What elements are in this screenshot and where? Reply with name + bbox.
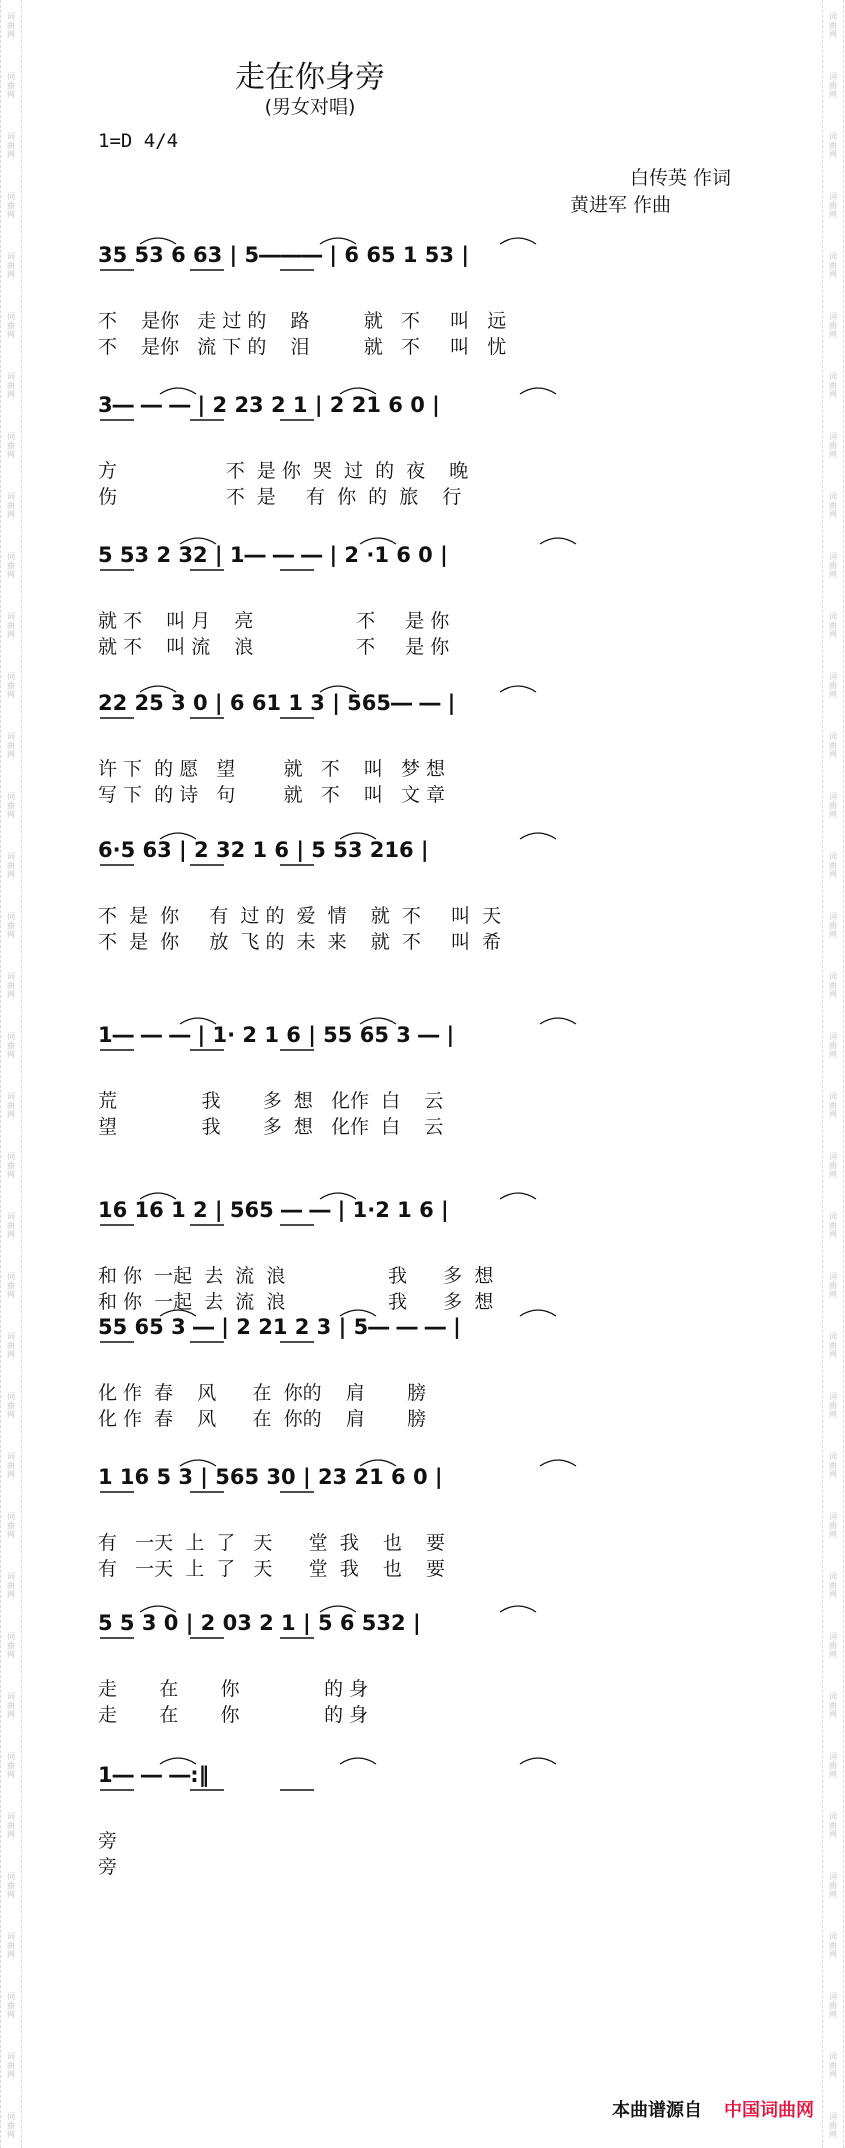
watermark-text: 词 曲 网 [829, 1932, 837, 1959]
slur-mark [360, 538, 396, 544]
slur-mark [540, 1460, 576, 1466]
watermark-text: 词 曲 网 [829, 132, 837, 159]
lyric-line-2: 和 你 一起 去 流 浪 我 多 想 [98, 1291, 494, 1313]
watermark-text: 词 曲 网 [7, 972, 15, 999]
lyric-line-1: 有 一天 上 了 天 堂 我 也 要 [98, 1532, 446, 1554]
watermark-text: 词 曲 网 [829, 1692, 837, 1719]
watermark-text: 词 曲 网 [829, 792, 837, 819]
lyric-line-1: 和 你 一起 去 流 浪 我 多 想 [98, 1265, 494, 1287]
watermark-text: 词 曲 网 [829, 552, 837, 579]
lyric-line-2: 写 下 的 诗 句 就 不 叫 文 章 [98, 784, 446, 806]
watermark-text: 词 曲 网 [7, 612, 15, 639]
watermark-text: 词 曲 网 [829, 1332, 837, 1359]
notation-line: 22 25 3 0 | 6 61 1 3 | 565― ― | [98, 691, 456, 715]
lyric-line-1: 化 作 春 风 在 你的 肩 膀 [98, 1382, 427, 1404]
slur-mark [360, 1460, 396, 1466]
watermark-text: 词 曲 网 [7, 72, 15, 99]
watermark-text: 词 曲 网 [7, 1452, 15, 1479]
lyricist-credit: 白传英 作词 [630, 167, 732, 189]
lyric-line-1: 许 下 的 愿 望 就 不 叫 梦 想 [98, 758, 446, 780]
watermark-text: 词 曲 网 [829, 852, 837, 879]
watermark-text: 词 曲 网 [7, 2112, 15, 2139]
watermark-text: 词 曲 网 [7, 1272, 15, 1299]
watermark-text: 词 曲 网 [7, 12, 15, 39]
slur-mark [160, 388, 196, 394]
source-site-link[interactable]: 中国词曲网 [724, 2100, 814, 2121]
lyric-line-2: 望 我 多 想 化作 白 云 [98, 1116, 444, 1138]
slur-mark [140, 686, 176, 692]
slur-mark [520, 833, 556, 839]
song-subtitle: (男女对唱) [264, 96, 356, 118]
slur-mark [340, 833, 376, 839]
slur-mark [180, 1018, 216, 1024]
watermark-text: 词 曲 网 [7, 1152, 15, 1179]
watermark-text: 词 曲 网 [7, 492, 15, 519]
notation-line: 3― ― ― | 2 23 2 1 | 2 21 6 0 | [98, 393, 440, 417]
notation-line: 5 53 2 32 | 1― ― ― | 2 ·1 6 0 | [98, 543, 448, 567]
watermark-text: 词 曲 网 [829, 1632, 837, 1659]
slur-mark [540, 1018, 576, 1024]
watermark-text: 词 曲 网 [829, 12, 837, 39]
watermark-text: 词 曲 网 [7, 912, 15, 939]
lyric-line-1: 就 不 叫 月 亮 不 是 你 [98, 610, 450, 632]
watermark-text: 词 曲 网 [829, 432, 837, 459]
slur-mark [140, 238, 176, 244]
slur-mark [360, 1018, 396, 1024]
watermark-text: 词 曲 网 [829, 192, 837, 219]
watermark-text: 词 曲 网 [829, 2052, 837, 2079]
lyric-line-1: 方 不 是 你 哭 过 的 夜 晚 [98, 460, 469, 482]
lyric-line-2: 不 是你 流 下 的 泪 就 不 叫 忧 [98, 336, 507, 358]
notation-line: 1― ― ―:‖ [98, 1763, 210, 1787]
watermark-text: 词 曲 网 [7, 1812, 15, 1839]
watermark-text: 词 曲 网 [829, 2112, 837, 2139]
watermark-text: 词 曲 网 [829, 1272, 837, 1299]
watermark-text: 词 曲 网 [7, 1212, 15, 1239]
song-title: 走在你身旁 [235, 60, 385, 95]
watermark-text: 词 曲 网 [7, 732, 15, 759]
lyric-line-2: 伤 不 是 有 你 的 旅 行 [98, 486, 462, 508]
watermark-text: 词 曲 网 [829, 1212, 837, 1239]
watermark-text: 词 曲 网 [829, 672, 837, 699]
notation-line: 5 5 3 0 | 2 03 2 1 | 5 6 532 | [98, 1611, 421, 1635]
lyric-line-2: 走 在 你 的 身 [98, 1704, 369, 1726]
lyric-line-2: 就 不 叫 流 浪 不 是 你 [98, 636, 450, 658]
slur-mark [500, 1193, 536, 1199]
watermark-text: 词 曲 网 [7, 552, 15, 579]
watermark-text: 词 曲 网 [7, 1512, 15, 1539]
slur-mark [520, 1758, 556, 1764]
watermark-text: 词 曲 网 [7, 1332, 15, 1359]
slur-mark [320, 1193, 356, 1199]
lyric-line-2: 不 是 你 放 飞 的 未 来 就 不 叫 希 [98, 931, 502, 953]
watermark-text: 词 曲 网 [7, 1932, 15, 1959]
watermark-text: 词 曲 网 [829, 1032, 837, 1059]
slur-mark [180, 1460, 216, 1466]
slur-mark [500, 1606, 536, 1612]
key-signature: 1=D 4/4 [98, 130, 179, 152]
source-label: 本曲谱源自 [612, 2100, 702, 2121]
lyric-line-2: 旁 [98, 1856, 118, 1878]
watermark-text: 词 曲 网 [829, 1992, 837, 2019]
lyric-line-1: 不 是你 走 过 的 路 就 不 叫 远 [98, 310, 507, 332]
watermark-text: 词 曲 网 [7, 1872, 15, 1899]
watermark-text: 词 曲 网 [7, 1752, 15, 1779]
slur-mark [160, 1310, 196, 1316]
watermark-text: 词 曲 网 [829, 732, 837, 759]
lyric-line-1: 旁 [98, 1830, 118, 1852]
composer-credit: 黄进军 作曲 [570, 194, 672, 216]
slur-mark [520, 1310, 556, 1316]
watermark-text: 词 曲 网 [7, 1992, 15, 2019]
notation-line: 55 65 3 ― | 2 21 2 3 | 5― ― ― | [98, 1315, 461, 1339]
watermark-text: 词 曲 网 [7, 312, 15, 339]
watermark-text: 词 曲 网 [7, 1392, 15, 1419]
watermark-text: 词 曲 网 [7, 792, 15, 819]
watermark-text: 词 曲 网 [829, 1872, 837, 1899]
lyric-line-2: 有 一天 上 了 天 堂 我 也 要 [98, 1558, 446, 1580]
watermark-text: 词 曲 网 [7, 1092, 15, 1119]
slur-mark [140, 1193, 176, 1199]
watermark-text: 词 曲 网 [829, 1572, 837, 1599]
slur-mark [500, 238, 536, 244]
lyric-line-1: 荒 我 多 想 化作 白 云 [98, 1090, 444, 1112]
lyric-line-2: 化 作 春 风 在 你的 肩 膀 [98, 1408, 427, 1430]
watermark-text: 词 曲 网 [829, 372, 837, 399]
slur-mark [160, 1758, 196, 1764]
watermark-text: 词 曲 网 [7, 1692, 15, 1719]
watermark-text: 词 曲 网 [829, 1812, 837, 1839]
notation-line: 16 16 1 2 | 565 ― ― | 1·2 1 6 | [98, 1198, 449, 1222]
watermark-text: 词 曲 网 [7, 1632, 15, 1659]
watermark-text: 词 曲 网 [829, 1092, 837, 1119]
watermark-text: 词 曲 网 [7, 1572, 15, 1599]
slur-mark [320, 1606, 356, 1612]
watermark-text: 词 曲 网 [829, 252, 837, 279]
watermark-text: 词 曲 网 [829, 612, 837, 639]
slur-mark [340, 1758, 376, 1764]
notation-line: 1 16 5 3 | 565 30 | 23 21 6 0 | [98, 1465, 443, 1489]
watermark-text: 词 曲 网 [7, 432, 15, 459]
watermark-text: 词 曲 网 [829, 1512, 837, 1539]
lyric-line-1: 不 是 你 有 过 的 爱 情 就 不 叫 天 [98, 905, 502, 927]
watermark-text: 词 曲 网 [7, 1032, 15, 1059]
slur-mark [340, 388, 376, 394]
watermark-text: 词 曲 网 [7, 372, 15, 399]
watermark-text: 词 曲 网 [7, 2052, 15, 2079]
notation-line: 35 53 6 63 | 5――― | 6 65 1 53 | [98, 243, 469, 267]
notation-line: 1― ― ― | 1· 2 1 6 | 55 65 3 ― | [98, 1023, 455, 1047]
watermark-text: 词 曲 网 [829, 1392, 837, 1419]
watermark-text: 词 曲 网 [829, 972, 837, 999]
watermark-text: 词 曲 网 [829, 1752, 837, 1779]
notation-line: 6·5 63 | 2 32 1 6 | 5 53 216 | [98, 838, 429, 862]
watermark-text: 词 曲 网 [829, 492, 837, 519]
watermark-text: 词 曲 网 [7, 672, 15, 699]
slur-mark [160, 833, 196, 839]
slur-mark [320, 238, 356, 244]
watermark-text: 词 曲 网 [7, 852, 15, 879]
watermark-text: 词 曲 网 [829, 72, 837, 99]
lyric-line-1: 走 在 你 的 身 [98, 1678, 369, 1700]
watermark-text: 词 曲 网 [829, 1152, 837, 1179]
watermark-text: 词 曲 网 [7, 132, 15, 159]
slur-mark [520, 388, 556, 394]
watermark-text: 词 曲 网 [829, 312, 837, 339]
watermark-text: 词 曲 网 [7, 252, 15, 279]
watermark-text: 词 曲 网 [7, 192, 15, 219]
slur-mark [180, 538, 216, 544]
slur-mark [500, 686, 536, 692]
watermark-text: 词 曲 网 [829, 912, 837, 939]
slur-mark [140, 1606, 176, 1612]
watermark-text: 词 曲 网 [829, 1452, 837, 1479]
slur-mark [320, 686, 356, 692]
slur-mark [340, 1310, 376, 1316]
slur-mark [540, 538, 576, 544]
